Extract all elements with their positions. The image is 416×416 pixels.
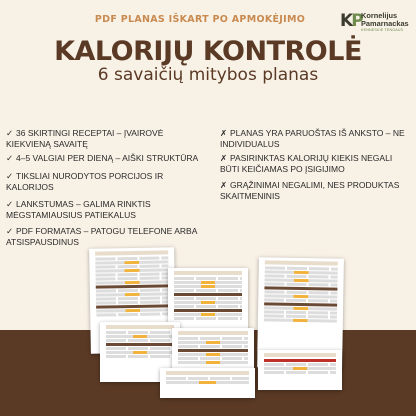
con-item: ✗ PLANAS YRA PARUOŠTAS IŠ ANKSTO – NE INDIVIDUALUS (220, 128, 405, 149)
plan-page-preview (160, 368, 255, 398)
check-icon: ✓ (6, 226, 14, 236)
cross-icon: ✗ (220, 153, 228, 163)
top-banner: PDF PLANAS IŠKART PO APMOKĖJIMO (94, 14, 306, 25)
logo-name: Kornelijus Pamarnackas (361, 11, 409, 28)
check-icon: ✓ (6, 171, 14, 181)
logo (340, 10, 410, 34)
pro-item: ✓ TIKSLIAI NURODYTOS PORCIJOS IR KALORIJOS (6, 171, 164, 192)
pro-item: ✓ PDF FORMATAS – PATOGU TELEFONE ARBA ATSISPAUSDINUS (6, 226, 197, 247)
plan-page-preview (258, 350, 342, 390)
con-item: ✗ GRĄŽINIMAI NEGALIMI, NES PRODUKTAS SKAITMENINIS (220, 180, 400, 201)
check-icon: ✓ (6, 153, 14, 163)
logo-tagline: KENNESKIE TENGAUS (361, 28, 404, 32)
cross-icon: ✗ (220, 128, 228, 138)
pro-item: ✓ 4–5 VALGIAI PER DIENĄ – AIŠKI STRUKTŪRA (6, 153, 199, 163)
check-icon: ✓ (6, 199, 14, 209)
pro-item: ✓ 36 SKIRTINGI RECEPTAI – ĮVAIROVĖ KIEKVIENĄ SAVAITĘ (6, 128, 164, 149)
con-item: ✗ PASIRINKTAS KALORIJŲ KIEKIS NEGALI BŪTI KEIČIAMAS PO ĮSIGIJIMO (220, 153, 393, 174)
pro-item: ✓ LANKSTUMAS – GALIMA RINKTIS MĖGSTAMIAUSIUS PATIEKALUS (6, 199, 151, 220)
check-icon: ✓ (6, 128, 14, 138)
cross-icon: ✗ (220, 180, 228, 190)
page-title: KALORIJŲ KONTROLĖ (54, 36, 362, 67)
page-subtitle: 6 savaičių mitybos planas (97, 65, 319, 85)
logo-mark: KP (340, 11, 362, 31)
